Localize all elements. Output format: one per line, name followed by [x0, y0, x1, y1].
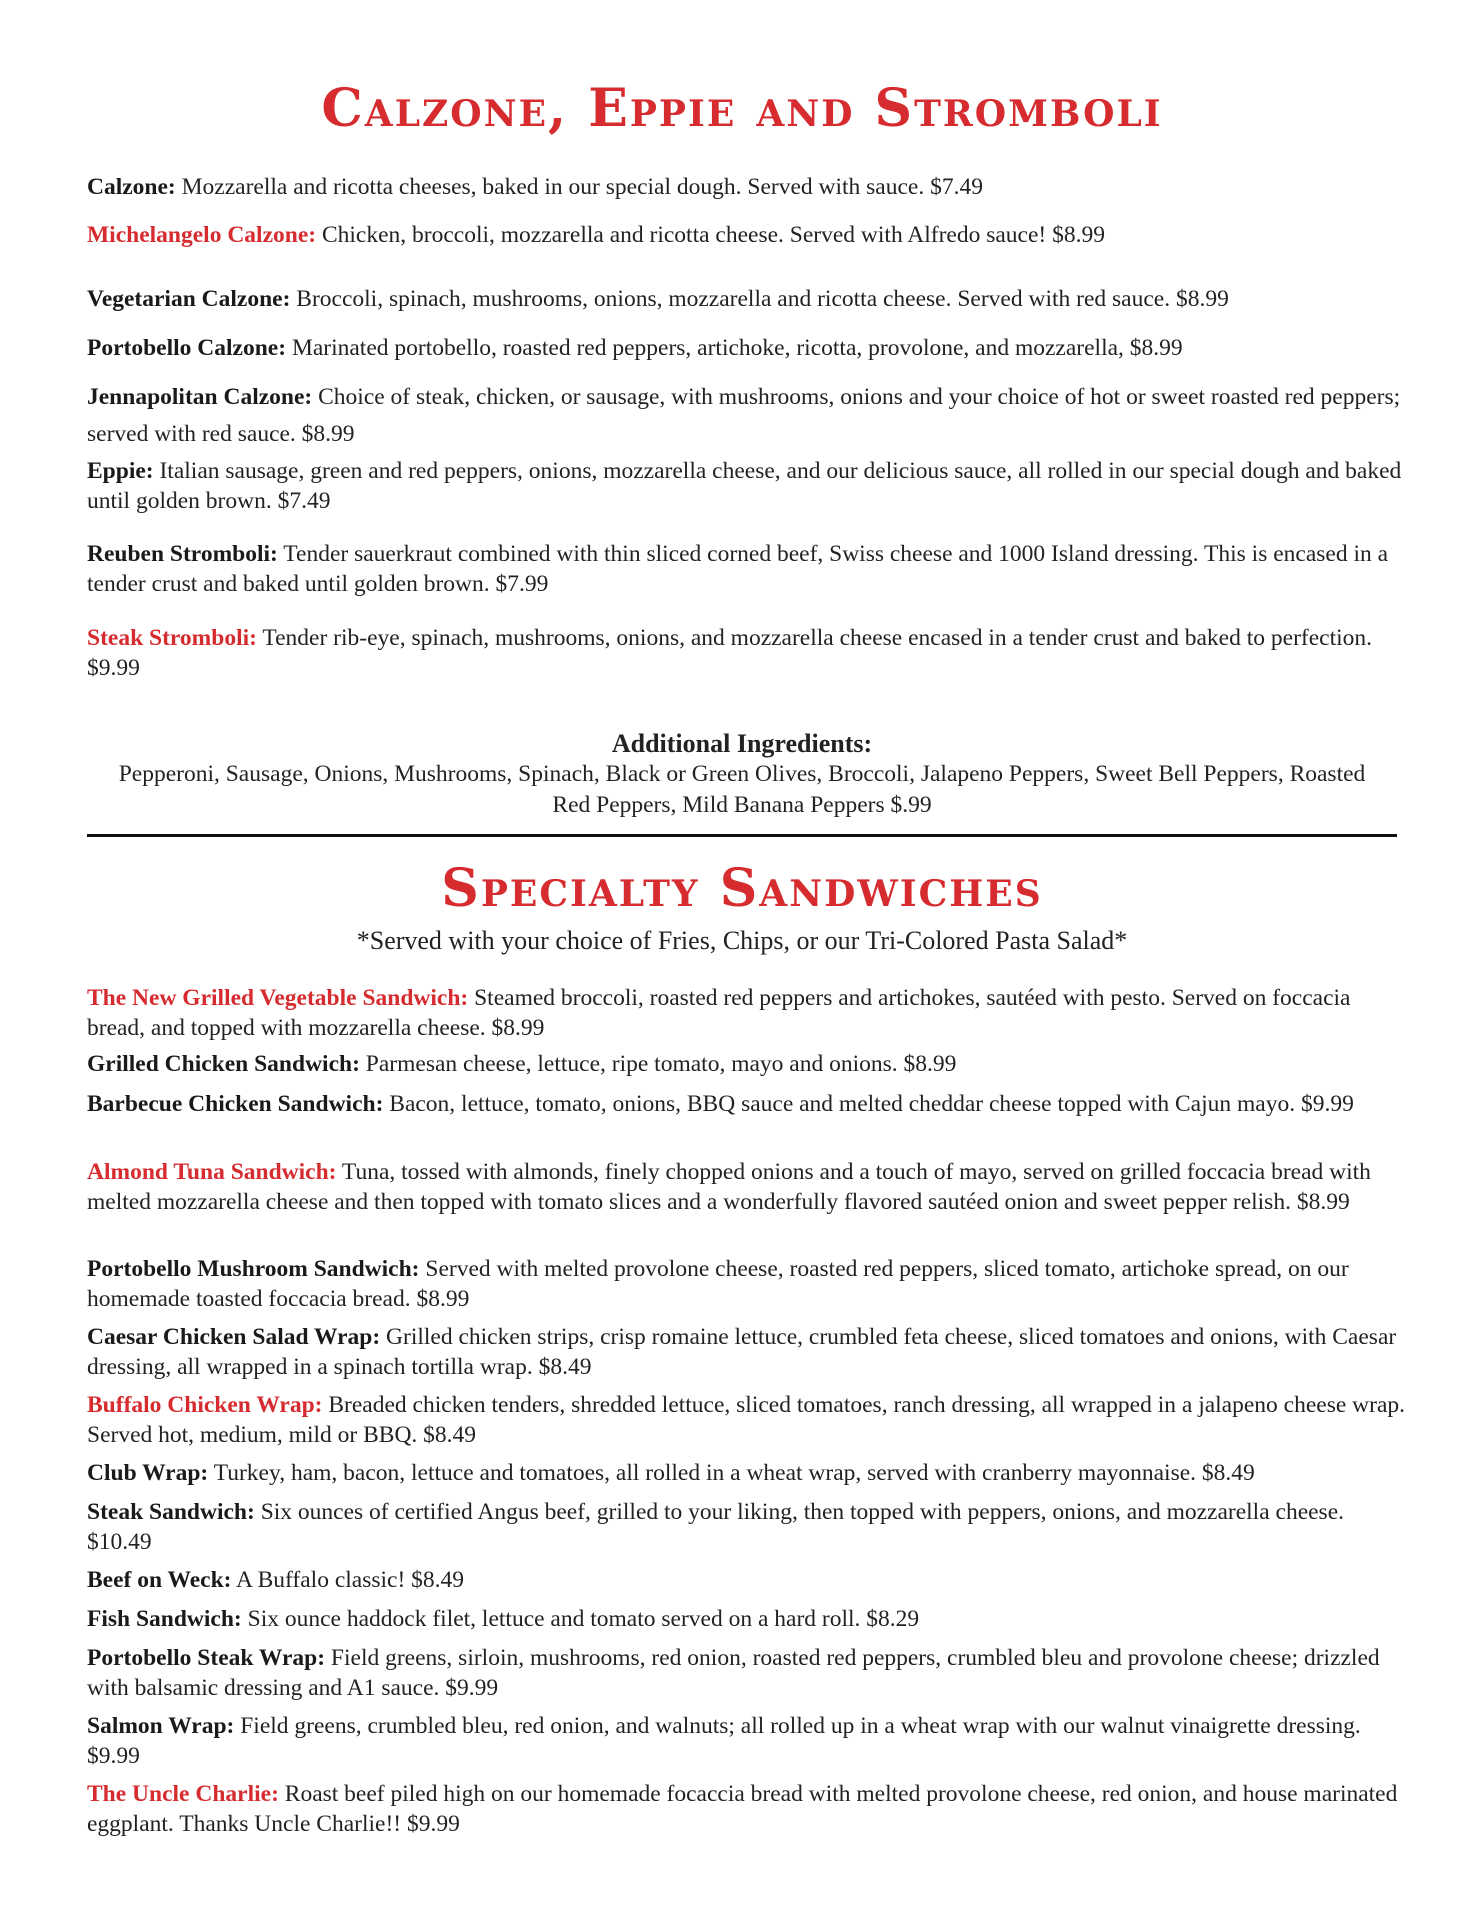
- menu-item: [87, 1089, 1407, 1119]
- section-divider: [87, 834, 1397, 837]
- item-name: Grilled Chicken Sandwich:: [87, 1051, 360, 1077]
- additional-ingredients: [87, 728, 1397, 821]
- menu-item: [87, 539, 1407, 599]
- item-name: Fish Sandwich:: [87, 1606, 242, 1632]
- item-desc: Field greens, sirloin, mushrooms, red onion, roasted red peppers, crumbled bleu and provolone cheese; drizzled with balsamic dressing and A1 sauce. $9.99: [87, 1645, 1380, 1701]
- item-desc: Choice of steak, chicken, or sausage, with mushrooms, onions and your choice of hot or sweet roasted red peppers; served with red sauce. $8.99: [87, 384, 1401, 447]
- menu-item: [87, 1458, 1407, 1488]
- item-name: Beef on Weck:: [87, 1567, 232, 1593]
- item-desc: Served with melted provolone cheese, roasted red peppers, sliced tomato, artichoke spread, on our homemade toasted foccacia bread. $8.99: [87, 1256, 1349, 1312]
- item-name: The New Grilled Vegetable Sandwich:: [87, 985, 469, 1011]
- menu-item: [87, 1604, 1407, 1634]
- menu-item: [87, 1322, 1407, 1382]
- item-name: Jennapolitan Calzone:: [87, 384, 313, 410]
- item-name: Portobello Calzone:: [87, 335, 287, 361]
- calzone-section-title: Calzone, Eppie and Stromboli: [321, 78, 1163, 139]
- menu-item: [87, 172, 1407, 202]
- item-desc: Italian sausage, green and red peppers, onions, mozzarella cheese, and our delicious sauce, all rolled in our special dough and baked until golden brown. $7.49: [87, 458, 1402, 514]
- menu-item: [87, 1157, 1407, 1217]
- item-desc: A Buffalo classic! $8.49: [231, 1567, 465, 1593]
- item-desc: Tender rib-eye, spinach, mushrooms, onions, and mozzarella cheese encased in a tender crust and baked to perfection. $9.99: [87, 625, 1373, 681]
- item-desc: Bacon, lettuce, tomato, onions, BBQ sauce and melted cheddar cheese topped with Cajun mayo. $9.99: [383, 1091, 1354, 1117]
- menu-item: [87, 1565, 1407, 1595]
- item-name: Club Wrap:: [87, 1460, 209, 1486]
- item-desc: Roast beef piled high on our homemade focaccia bread with melted provolone cheese, red onion, and house marinated eggplant. Thanks Uncle Charlie!! $9.99: [87, 1781, 1398, 1837]
- menu-item: [87, 456, 1407, 516]
- item-desc: Turkey, ham, bacon, lettuce and tomatoes, all rolled in a wheat wrap, served with cranberry mayonnaise. $8.49: [208, 1460, 1255, 1486]
- item-name: Steak Sandwich:: [87, 1499, 255, 1525]
- menu-item: [87, 1643, 1407, 1703]
- item-desc: Marinated portobello, roasted red peppers, artichoke, ricotta, provolone, and mozzarella, $8.99: [286, 335, 1183, 361]
- menu-item: [87, 220, 1407, 250]
- item-name: Buffalo Chicken Wrap:: [87, 1392, 323, 1418]
- item-name: Almond Tuna Sandwich:: [87, 1159, 337, 1185]
- menu-item: [87, 1390, 1407, 1450]
- menu-item: [87, 333, 1407, 363]
- menu-item: [87, 1254, 1407, 1314]
- additional-ingredients-text: Pepperoni, Sausage, Onions, Mushrooms, Spinach, Black or Green Olives, Broccoli, Jalapeno Peppers, Sweet Bell Peppers, Roasted Red Peppers, Mild Banana Peppers $.99: [118, 761, 1366, 818]
- menu-item: [87, 1049, 1407, 1079]
- item-desc: Six ounce haddock filet, lettuce and tomato served on a hard roll. $8.29: [241, 1606, 920, 1632]
- item-name: Barbecue Chicken Sandwich:: [87, 1091, 384, 1117]
- item-name: Salmon Wrap:: [87, 1713, 235, 1739]
- item-name: Portobello Steak Wrap:: [87, 1645, 326, 1671]
- item-desc: Breaded chicken tenders, shredded lettuce, sliced tomatoes, ranch dressing, all wrapped in a jalapeno cheese wrap. Served hot, medium, mild or BBQ. $8.49: [87, 1392, 1406, 1448]
- item-desc: Tender sauerkraut combined with thin sliced corned beef, Swiss cheese and 1000 Island dressing. This is encased in a tender crust and baked until golden brown. $7.99: [87, 541, 1389, 597]
- item-name: Calzone:: [87, 174, 176, 200]
- menu-item: [87, 1779, 1407, 1839]
- item-name: Eppie:: [87, 458, 154, 484]
- menu-item: [87, 623, 1407, 683]
- item-desc: Chicken, broccoli, mozzarella and ricotta cheese. Served with Alfredo sauce! $8.99: [316, 222, 1105, 248]
- item-desc: Steamed broccoli, roasted red peppers and artichokes, sautéed with pesto. Served on foccacia bread, and topped with mozzarella cheese. $8.99: [87, 985, 1351, 1041]
- item-desc: Six ounces of certified Angus beef, grilled to your liking, then topped with peppers, onions, and mozzarella cheese. $10.49: [87, 1499, 1345, 1555]
- menu-item: [87, 379, 1407, 453]
- menu-item: [87, 983, 1407, 1043]
- item-name: Vegetarian Calzone:: [87, 286, 291, 312]
- item-name: Michelangelo Calzone:: [87, 222, 317, 248]
- item-name: Reuben Stromboli:: [87, 541, 278, 567]
- item-name: Caesar Chicken Salad Wrap:: [87, 1324, 381, 1350]
- item-name: Steak Stromboli:: [87, 625, 257, 651]
- item-desc: Grilled chicken strips, crisp romaine lettuce, crumbled feta cheese, sliced tomatoes and onions, with Caesar dressing, all wrapped in a spinach tortilla wrap. $8.49: [87, 1324, 1397, 1380]
- item-desc: Field greens, crumbled bleu, red onion, and walnuts; all rolled up in a wheat wrap with our walnut vinaigrette dressing. $9.99: [87, 1713, 1361, 1769]
- additional-ingredients-heading: Additional Ingredients:: [611, 729, 873, 758]
- item-name: The Uncle Charlie:: [87, 1781, 279, 1807]
- menu-item: [87, 1497, 1407, 1557]
- item-desc: Mozzarella and ricotta cheeses, baked in our special dough. Served with sauce. $7.49: [175, 174, 983, 200]
- served-note: *Served with your choice of Fries, Chips, or our Tri-Colored Pasta Salad*: [356, 926, 1128, 955]
- menu-item: [87, 1711, 1407, 1771]
- item-desc: Parmesan cheese, lettuce, ripe tomato, mayo and onions. $8.99: [359, 1051, 957, 1077]
- item-desc: Tuna, tossed with almonds, finely chopped onions and a touch of mayo, served on grilled foccacia bread with melted mozzarella cheese and then topped with tomato slices and a wonderfully flavored sautéed onion and sweet pepper relish. $8.99: [87, 1159, 1371, 1215]
- menu-item: [87, 284, 1407, 314]
- item-desc: Broccoli, spinach, mushrooms, onions, mozzarella and ricotta cheese. Served with red sauce. $8.99: [290, 286, 1229, 312]
- item-name: Portobello Mushroom Sandwich:: [87, 1256, 420, 1282]
- sandwich-section-title: Specialty Sandwiches: [441, 858, 1043, 919]
